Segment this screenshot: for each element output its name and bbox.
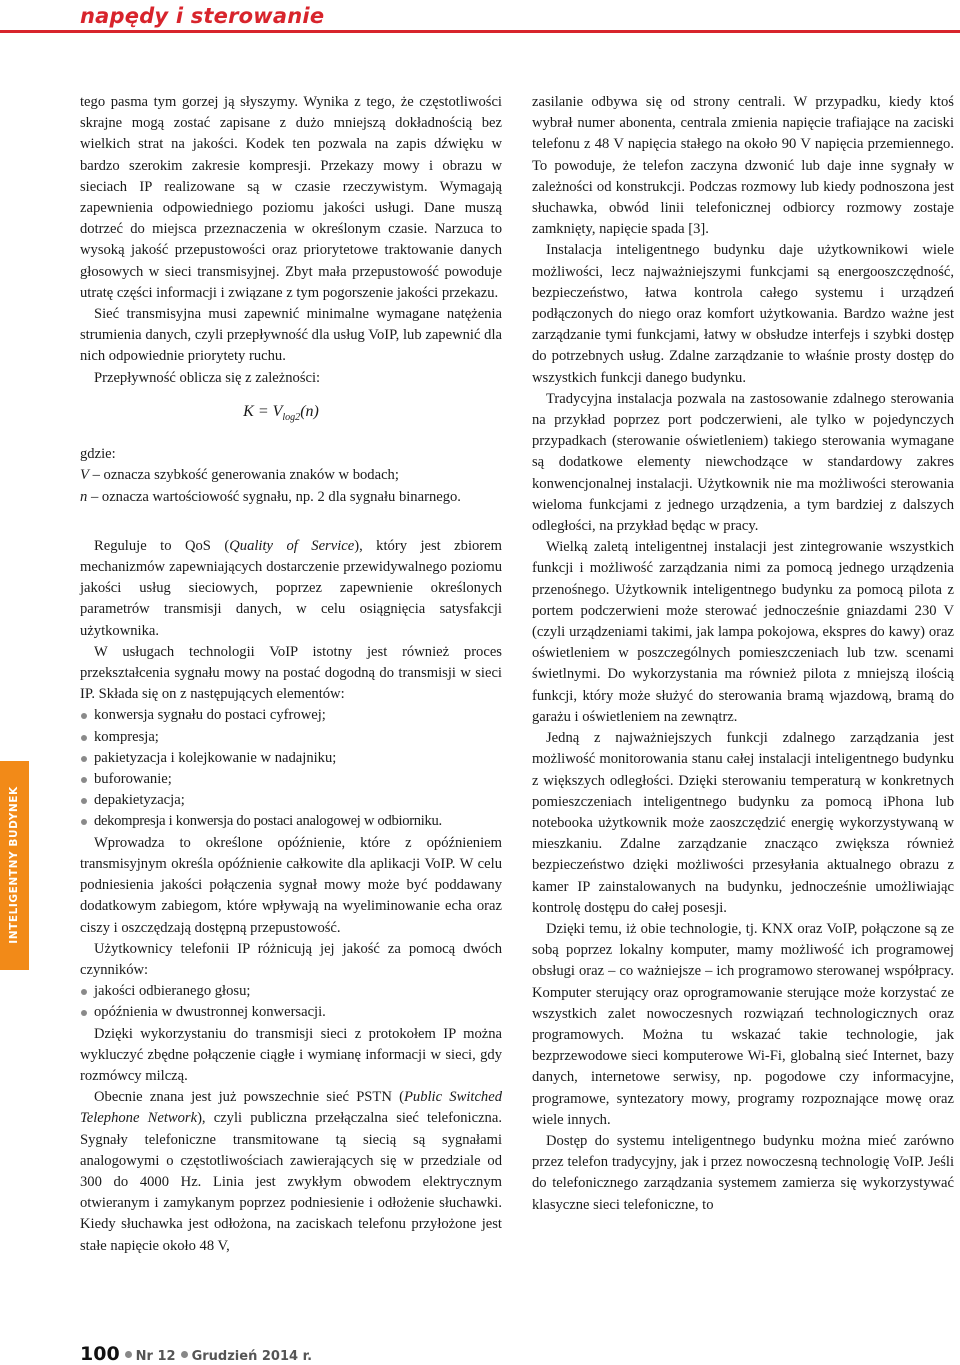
page-number: 100 [80,1343,120,1365]
issue-number: Nr 12 [135,1349,176,1364]
qos-text-b: ), który jest zbiorem mechanizmów zapewniających dostarczenie przewidywalnego poziomu jakości usług sieciowych, poprzez zapewnienie określonych parametrów transmisji danych, w celu osiągnięcia satysfakcji użytkownika. [80,537,502,639]
left-paragraph-pstn [80,1087,502,1257]
right-column [532,92,954,1216]
right-paragraph-1: zasilanie odbywa się od strony centrali. W przypadku, kiedy ktoś wybrał numer abonenta, centrala zmienia napięcie trafiające na zaciski telefonu z 48 V napięcia stałego na około 90 V napięcia przemiennego. To powoduje, że telefon zaczyna dzwonić lub daje inne sygnały w zależności od konstrukcji. Podczas rozmowy lub kiedy podnoszona jest słuchawka, obwód linii telefonicznej odbiorcy rozmowy zostaje zamknięty, napięcie spada [3]. [532,94,954,238]
left-paragraph-ip: Dzięki wykorzystaniu do transmisji sieci z protokołem IP można wykluczyć zbędne połączenie ciągłe i wymianę informacji w sieci, gdy rozmówcy milczą. [80,1025,502,1084]
quality-factors-list [80,981,502,1023]
left-paragraph-qos [80,536,502,642]
left-paragraph-1: tego pasma tym gorzej ją słyszymy. Wynika z tego, że częstotliwości skrajne mogą zostać zapisane z dużo mniejszą dokładnością bez wielkich strat na jakości. Kodek ten pozwala na zapis dźwięku w bardzo szerokim zakresie kompresji. Przekazy mowy i obrazu w sieciach IP realizowane są w czasie rzeczywistym. Wymagają zapewnienia odpowiedniego poziomu jakości usługi. Dane muszą dotrzeć do miejsca przeznaczenia w określonym czasie. Narzuca to wysoką jakość przepustowości oraz priorytetowe traktowanie danych głosowych w sieci transmisyjnej. Zbyt mała przepustowość powoduje utratę części informacji i związane z tym pogorszenie jakości przekazu. [80,94,502,301]
bullet-icon [181,1351,188,1358]
formula-lhs: K = V [243,402,283,420]
definition-v-symbol: V [80,467,89,484]
right-paragraph-5: Jedną z najważniejszych funkcji zdalnego zarządzania jest możliwość monitorowania stanu całej instalacji inteligentnego budynku z większych odległości. Dzięki sterowaniu temperaturą w konkretnych pomieszczeniach inteligentnego budynku za pomocą iPhona lub notebooka użytkownik może zaoszczędzić energię wykorzystywaną w mieszkaniu. Zdalne zarządzanie znacząco zwiększa również bezpieczeństwo dzięki możliwości przesyłania aktualnego obrazu z kamer IP zainstalowanych na budynku, jednocześnie umożliwiając kontrolę dostępu do całej posesji. [532,730,954,916]
left-paragraph-2: Sieć transmisyjna musi zapewnić minimalne wymagane natężenia strumienia danych, czyli przepływność dla usług VoIP, lub zapewnić dla nich odpowiednie priorytety ruchu. [80,306,502,365]
issue-date: Grudzień 2014 r. [191,1349,313,1364]
list-item: depakietyzacja; [80,790,502,811]
list-item: opóźnienia w dwustronnej konwersacji. [80,1002,502,1023]
list-item: konwersja sygnału do postaci cyfrowej; [80,705,502,726]
formula-subscript: log2 [282,412,301,424]
sidebar-label: INTELIGENTNY BUDYNEK [8,786,20,944]
qos-term: Quality of Service [229,537,355,554]
right-paragraph-3: Tradycyjna instalacja pozwala na zastosowanie zdalnego sterowania na przykład poprzez port podczerwieni, ale tylko w pojedynczych przypadkach (sterowanie oświetleniem) takiego sterowania wymagane są dodatkowe elementy niewchodzące w standardowy zakres konwencjonalnej instalacji. Użytkownik nie ma możliwości sterowania wieloma funkcjami z jednego urządzenia, a tym bardziej z dalszych odległości, na przykład będąc w pracy. [532,390,954,535]
list-item: jakości odbieranego głosu; [80,981,502,1002]
definition-n-text: – oznacza wartościowość sygnału, np. 2 dla sygnału binarnego. [87,488,461,505]
qos-text-a: Reguluje to QoS ( [94,537,230,554]
header-rule [0,30,960,33]
definition-n [80,487,502,508]
list-item: kompresja; [80,727,502,748]
list-item: dekompresja i konwersja do postaci analogowej w odbiorniku. [80,811,502,832]
formula [80,401,502,428]
definition-v-text: – oznacza szybkość generowania znaków w bodach; [88,467,399,484]
right-paragraph-2: Instalacja inteligentnego budynku daje użytkownikowi wiele możliwości, lecz najważniejszymi funkcjami są energooszczędność, bezpieczeństwo, łatwa kontrola całego systemu i urządzeń podłączonych do niego oraz komfort użytkowania. Bardzo ważne jest zarządzanie tymi funkcjami, łatwy w obsłudze interfejs i szybki dostęp do potrzebnych usług. Zdalne zarządzanie to właśnie prosty dostęp do wszystkich funkcji danego budynku. [532,242,954,386]
left-column [80,92,502,1257]
right-paragraph-4: Wielką zaletą inteligentnej instalacji jest zintegrowanie wszystkich funkcji i możliwość zarządzania nimi za pomocą jednego urządzenia przenośnego. Użytkownik inteligentnego budynku za pomocą pilota z portem podczerwieni może sterować jednocześnie gniazdami 230 V (czyli urządzeniami takimi, jak lampa pokojowa, ekspres do kawy) oraz oświetleniem w poszczególnych pomieszczeniach lub tzw. scenami świetlnymi. Do wykorzystania ma również pilota z mniejszą ilością funkcji, który może służyć do sterowania bramą wjazdową, bramą do garażu i oświetleniem na zewnątrz. [532,539,954,725]
definition-v [80,465,502,486]
pstn-text-b: ), czyli publiczna przełączalna sieć telefoniczna. Sygnały telefoniczne transmitowane tą siecią są sygnałami analogowymi o częstotliwościach zawierających się w przedziale od 300 do 4000 Hz. Linia jest zwykłym obwodem elektrycznym otwieranym i zamykanym poprzez podniesienie i odłożenie słuchawki. Kiedy słuchawka jest odłożona, na zaciskach telefonu przyłożone jest stałe napięcie około 48 V, [80,1110,502,1254]
process-list [80,705,502,832]
left-paragraph-delay: Wprowadza to określone opóźnienie, które z opóźnieniem transmisyjnym określa opóźnienie całkowite dla aplikacji VoIP. W celu podniesienia jakości połączenia sygnał mowy może być poddawany dodatkowym zabiegom, które wpływają na wyeliminowanie echa oraz ciszy i oszczędzają dostępną przepustowość. [80,834,502,936]
section-title: napędy i sterowanie [80,4,325,28]
left-paragraph-users: Użytkownicy telefonii IP różnicują jej jakość za pomocą dwóch czynników: [80,940,502,978]
pstn-term: Public Switched Telephone Network [80,1089,503,1127]
formula-rhs: (n) [300,402,319,420]
page-footer [80,1343,312,1365]
definitions [80,444,502,508]
list-item: buforowanie; [80,769,502,790]
list-item: pakietyzacja i kolejkowanie w nadajniku; [80,748,502,769]
left-paragraph-voip: W usługach technologii VoIP istotny jest również proces przekształcenia sygnału mowy na postać dogodną do transmisji w sieci IP. Składa się on z następujących elementów: [80,643,502,703]
pstn-text-a: Obecnie znana jest już powszechnie sieć PSTN ( [94,1089,404,1106]
right-paragraph-7: Dostęp do systemu inteligentnego budynku można mieć zarówno przez telefon tradycyjny, jak i przez nowoczesną technologię VoIP. Jeśli do telefonicznego zarządzania systemem zamierza się wykorzystywać klasyczne sieci telefoniczne, to [532,1132,954,1213]
definitions-label: gdzie: [80,446,116,463]
page-header [0,0,960,36]
right-paragraph-6: Dzięki temu, iż obie technologie, tj. KNX oraz VoIP, połączone są ze sobą poprzez lokalny komputer, mamy możliwość ich programowej obsługi oraz – co ważniejsze – ich programowo sterowanej współpracy. Komputer sterujący oraz oprogramowanie sterujące może korzystać ze wszystkich zalet nowoczesnych rozwiązań technologicznych oraz programowych. Można tu wskazać takie technologie, jak bezprzewodowe sieci komputerowe Wi-Fi, globalną sieć Internet, bazy danych, internetowe serwisy, np. pogodowe czy informacyjne, programowe, syntezatory mowy, programy rozpoznające mowę oraz wiele innych. [532,920,954,1128]
bullet-icon [125,1351,132,1358]
definition-n-symbol: n [80,488,88,505]
left-paragraph-3: Przepływność oblicza się z zależności: [94,369,321,386]
section-sidebar-tab [0,761,29,970]
